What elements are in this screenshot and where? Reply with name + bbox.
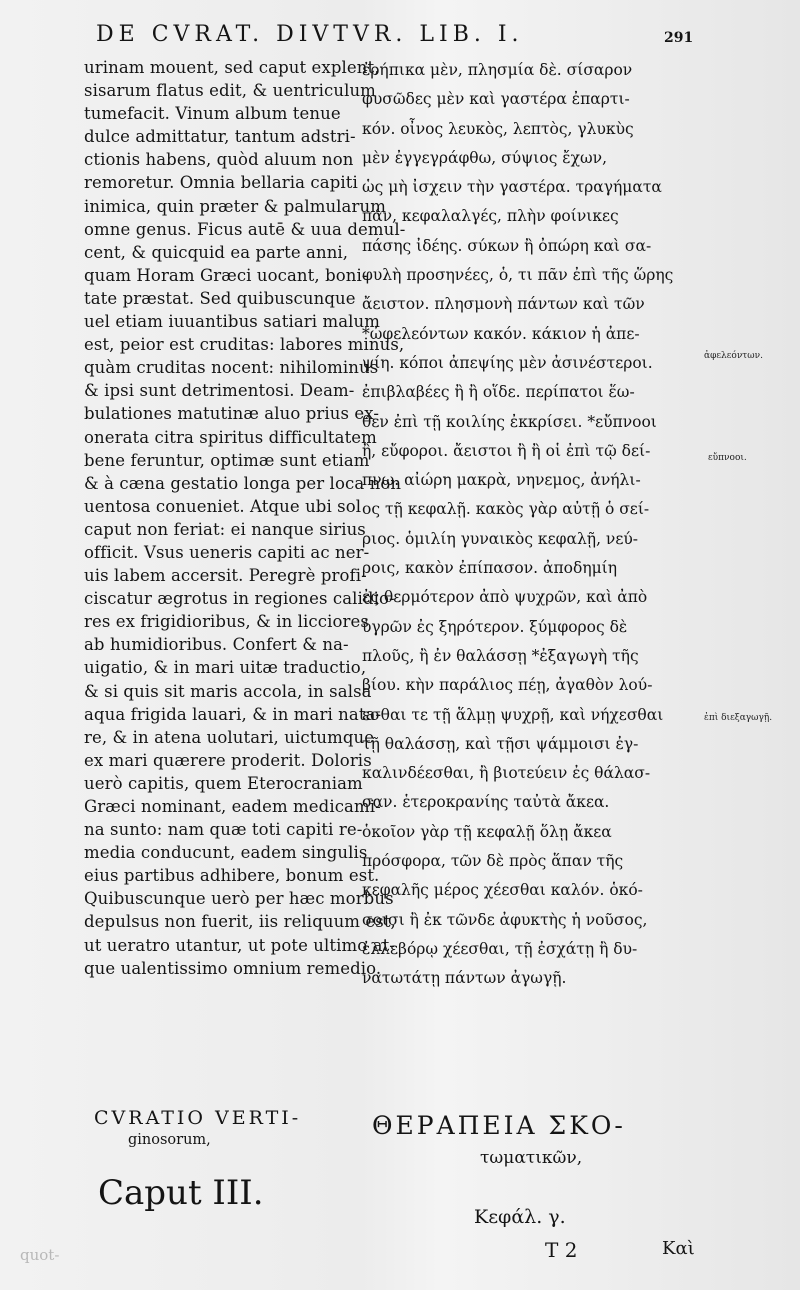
latin-line: bene feruntur, optimæ sunt etiam: [84, 450, 370, 470]
latin-line: aqua frigida lauari, & in mari nata-: [84, 704, 382, 724]
latin-line: quàm cruditas nocent: nihilominus: [84, 358, 379, 378]
bleed-through-text: quot-: [20, 1246, 60, 1264]
latin-line: uis labem accersit. Peregrè profi-: [84, 566, 367, 586]
latin-section-title-main: CVRATIO VERTI-: [94, 1107, 302, 1129]
latin-line: tumefacit. Vinum album tenue: [84, 104, 341, 124]
latin-line: sisarum flatus edit, & uentriculum: [84, 81, 376, 101]
greek-line: πνῳ. αἰώρη μακρὰ, νηνεμος, ἀνήλι-: [362, 471, 641, 490]
greek-line: φυλὴ προσηνέες, ὁ, τι πᾶν ἐπὶ τῆς ὥρης: [362, 266, 674, 285]
greek-line: ὁκοῖον γὰρ τῇ κεφαλῇ ὅλῃ ἄκεα: [362, 822, 612, 841]
chapter-heading: Caput III.: [98, 1173, 264, 1213]
greek-line: θεν ἐπὶ τῇ κοιλίης ἐκκρίσει. *εὔπνοοι: [362, 412, 657, 431]
latin-line: re, & in atena uolutari, uictumque: [84, 727, 375, 747]
greek-section-title-sub: τωματικῶν,: [480, 1148, 583, 1168]
greek-line: σαν. ἑτεροκρανίης ταὐτὰ ἄκεα.: [362, 793, 610, 812]
greek-line: βίου. κὴν παράλιος πέῃ, ἀγαθὸν λού-: [362, 676, 653, 695]
latin-column: [84, 56, 406, 1106]
margin-note: ἀφελεόντων.: [704, 351, 763, 361]
greek-line: πάν, κεφαλαλγές, πλὴν φοίνικες: [362, 207, 619, 226]
greek-line: καλινδέεσθαι, ἢ βιοτεύειν ἐς θάλασ-: [362, 764, 651, 783]
latin-line: quam Horam Græci uocant, boni-: [84, 265, 368, 285]
latin-line: & à cæna gestatio longa per loca non: [84, 473, 402, 493]
latin-line: res ex frigidioribus, & in licciores: [84, 612, 369, 632]
latin-line: ut ueratro utantur, ut pote ultimo at-: [84, 935, 395, 955]
latin-line: ex mari quærere proderit. Doloris: [84, 750, 372, 770]
latin-section-title-sub: ginosorum,: [128, 1132, 211, 1148]
latin-line: na sunto: nam quæ toti capiti re-: [84, 820, 363, 840]
latin-line: cent, & quicquid ea parte anni,: [84, 242, 349, 262]
greek-line: μὲν ἐγγεγράφθω, σύψιος ἔχων,: [362, 148, 608, 167]
latin-line: omne genus. Ficus autē & uua demul-: [84, 219, 406, 239]
latin-line: bulationes matutinæ aluo prius ex-: [84, 404, 380, 424]
latin-line: eius partibus adhibere, bonum est.: [84, 866, 380, 886]
greek-line: ὑγρῶν ἐς ξηρότερον. ξύμφορος δὲ: [362, 617, 628, 636]
greek-line: ἐπιβλαβέες ἢ ἢ οἵδε. περίπατοι ἕω-: [362, 383, 635, 402]
latin-line: ab humidioribus. Confert & na-: [84, 635, 349, 655]
latin-line: urinam mouent, sed caput explent,: [84, 58, 380, 77]
latin-line: Quibuscunque uerò per hæc morbus: [84, 889, 394, 909]
greek-line: ριος. ὁμιλίη γυναικὸς κεφαλῇ, νεύ-: [362, 529, 639, 548]
latin-line: tate præstat. Sed quibuscunque: [84, 288, 356, 308]
greek-line: ος τῇ κεφαλῇ. κακὸς γὰρ αὐτῇ ὁ σεί-: [362, 500, 650, 519]
margin-note: ἐπὶ διεξαγωγῇ.: [704, 713, 773, 723]
greek-line: ἄειστον. πλησμονὴ πάντων καὶ τῶν: [362, 295, 645, 314]
greek-line: σοισι ἢ ἐκ τῶνδε ἀφυκτὴς ἡ νοῦσος,: [362, 910, 648, 929]
latin-line: onerata citra spiritus difficultatem: [84, 427, 377, 447]
greek-column: [362, 56, 702, 1071]
greek-line: ἐς θερμότερον ἀπὸ ψυχρῶν, καὶ ἀπὸ: [362, 588, 648, 607]
greek-line: τῇ θαλάσσῃ, καὶ τῇσι ψάμμοισι ἐγ-: [362, 734, 639, 753]
latin-line: est, peior est cruditas: labores minus,: [84, 335, 405, 355]
greek-line: πάσης ἰδέης. σύκων ἢ ὀπώρη καὶ σα-: [362, 236, 652, 255]
greek-line: εσθαι τε τῇ ἅλμῃ ψυχρῇ, καὶ νήχεσθαι: [362, 705, 664, 724]
page-number: 291: [664, 30, 694, 46]
latin-line: uerò capitis, quem Eterocraniam: [84, 773, 363, 793]
latin-line: ctionis habens, quòd aluum non: [84, 150, 354, 170]
greek-line: ψίη. κόποι ἀπεψίης μὲν ἀσινέστεροι.: [362, 353, 653, 372]
latin-line: & ipsi sunt detrimentosi. Deam-: [84, 381, 355, 401]
latin-line: remoretur. Omnia bellaria capiti: [84, 173, 358, 193]
greek-line: ροις, κακὸν ἐπίπασον. ἀποδημίη: [362, 559, 618, 578]
greek-line: κεφαλῆς μέρος χέεσθαι καλόν. ὁκό-: [362, 881, 643, 900]
greek-line: κόν. οἶνος λευκὸς, λεπτὸς, γλυκὺς: [362, 119, 634, 138]
greek-section-title-main: ΘΕΡΑΠΕΙΑ ΣΚΟ-: [372, 1111, 626, 1140]
greek-section-title: [372, 1110, 702, 1202]
greek-line: ἐλλεβόρῳ χέεσθαι, τῇ ἐσχάτῃ ἢ δυ-: [362, 939, 638, 958]
greek-line: πλοῦς, ἢ ἐν θαλάσσῃ *ἐξαγωγὴ τῆς: [362, 646, 639, 665]
latin-line: caput non feriat: ei nanque sirius: [84, 519, 366, 539]
latin-line: uigatio, & in mari uitæ traductio,: [84, 658, 367, 678]
latin-line: inimica, quin præter & palmularum: [84, 196, 386, 216]
signature-mark: T 2: [545, 1238, 578, 1262]
latin-line: depulsus non fuerit, iis reliquum est,: [84, 912, 396, 932]
greek-chapter-heading: Κεφάλ. γ.: [474, 1206, 566, 1228]
greek-line: ὡς μὴ ἰσχειν τὴν γαστέρα. τραγήματα: [362, 178, 662, 197]
latin-line: officit. Vsus ueneris capiti ac ner-: [84, 542, 370, 562]
latin-line: que ualentissimo omnium remedio.: [84, 958, 382, 978]
greek-line: ἐρήπικα μὲν, πλησμία δὲ. σίσαρον: [362, 61, 633, 79]
latin-section-title: [94, 1107, 354, 1163]
catchword: Καὶ: [662, 1238, 695, 1259]
latin-line: dulce admittatur, tantum adstri-: [84, 127, 356, 147]
running-title: DE CVRAT. DIVTVR. LIB. I.: [96, 22, 524, 47]
margin-note: εὔπνοοι.: [708, 453, 747, 463]
greek-line: φυσῶδες μὲν καὶ γαστέρα ἐπαρτι-: [362, 90, 630, 109]
greek-line: *ὠφελεόντων κακόν. κάκιον ἡ ἀπε-: [362, 324, 640, 343]
greek-line: ἢ, εὔφοροι. ἄειστοι ἢ ἢ οἱ ἐπὶ τῷ δεί-: [362, 441, 651, 460]
latin-line: uel etiam iuuantibus satiari malum: [84, 312, 381, 332]
latin-line: Græci nominant, eadem medicami-: [84, 797, 381, 816]
greek-line: πρόσφορα, τῶν δὲ πρὸς ἅπαν τῆς: [362, 852, 624, 871]
latin-line: media conducunt, eadem singulis: [84, 843, 368, 863]
latin-line: uentosa conueniet. Atque ubi sol: [84, 496, 362, 516]
latin-line: ciscatur ægrotus in regiones calidio-: [84, 589, 395, 609]
greek-line: νατωτάτῃ πάντων ἀγωγῇ.: [362, 969, 567, 988]
latin-line: & si quis sit maris accola, in salsa: [84, 681, 372, 701]
